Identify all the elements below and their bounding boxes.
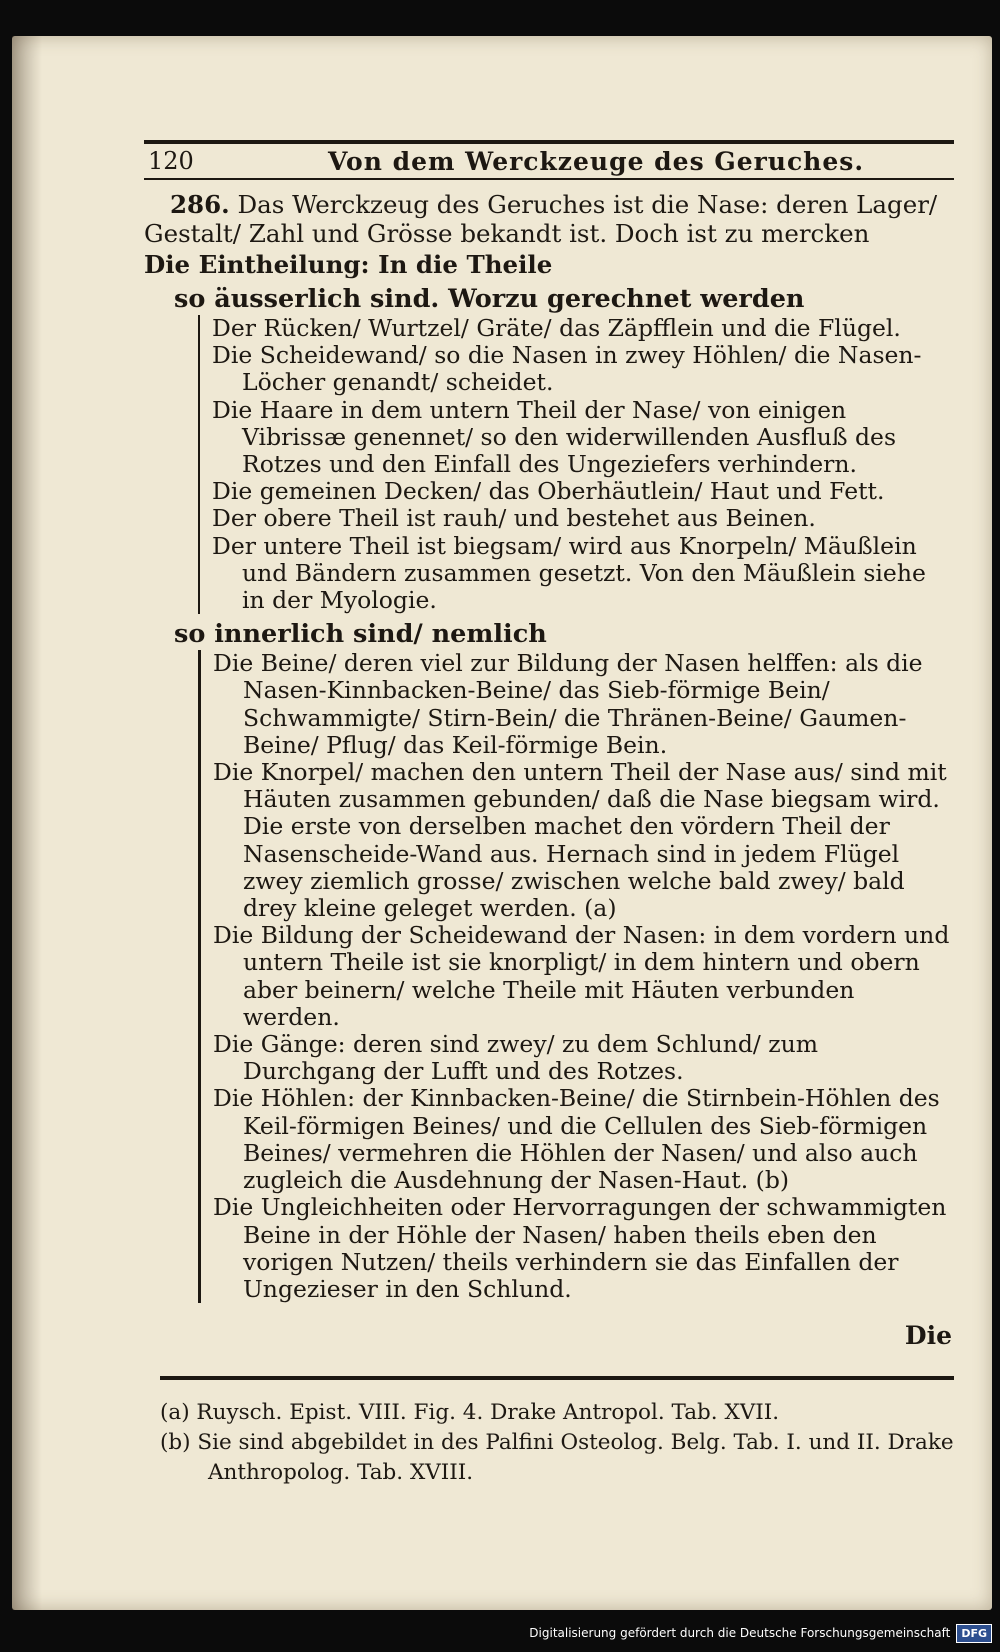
inner-parts-group	[144, 618, 954, 1303]
footnote-b: (b) Sie sind abgebildet in des Palfini Osteolog. Belg. Tab. I. und II. Drake Anthropolog. Tab. XVIII.	[160, 1430, 954, 1485]
running-header	[144, 140, 954, 180]
outer-parts-group	[144, 283, 954, 614]
list-item: Die Bildung der Scheidewand der Nasen: in dem vordern und untern Theile ist sie knorpligt/ in dem hintern und obern aber beinern/ welche Theile mit Häuten verbunden werden.	[213, 921, 950, 1031]
catchword: Die	[904, 1321, 952, 1351]
list-item: Die gemeinen Decken/ das Oberhäutlein/ Haut und Fett.	[212, 477, 885, 506]
outer-parts-list	[198, 315, 954, 614]
book-page	[12, 36, 992, 1610]
division-heading: Die Eintheilung: In die Theile	[144, 250, 553, 279]
list-item: Der obere Theil ist rauh/ und bestehet aus Beinen.	[212, 504, 816, 533]
running-title: Von dem Werckzeuge des Geruches.	[327, 146, 865, 176]
digitization-credit	[529, 1620, 992, 1646]
section-lead	[144, 190, 954, 248]
list-item: Der Rücken/ Wurtzel/ Gräte/ das Zäpfflein und die Flügel.	[212, 314, 901, 342]
footnote-a: (a) Ruysch. Epist. VIII. Fig. 4. Drake Antropol. Tab. XVII.	[160, 1400, 780, 1425]
dfg-logo: DFG	[956, 1624, 992, 1643]
list-item: Die Höhlen: der Kinnbacken-Beine/ die Stirnbein-Höhlen des Keil-förmigen Beines/ und die Cellulen des Sieb-förmigen Beines/ vermehren die Höhlen der Nasen/ und also auch zugleich die Ausdehnung der Nasen-Haut. (b)	[213, 1084, 940, 1195]
list-item: Die Knorpel/ machen den untern Theil der Nase aus/ sind mit Häuten zusammen gebunden/ daß die Nase biegsam wird. Die erste von derselben machet den vördern Theil der Nasenscheide-Wand aus. Hernach sind in jedem Flügel zwey ziemlich grosse/ zwischen welche bald zwey/ bald drey kleine geleget werden. (a)	[213, 758, 947, 923]
list-item: Die Ungleichheiten oder Hervorragungen der schwammigten Beine in der Höhle der Nasen/ haben theils eben den vorigen Nutzen/ theils verhindern sie das Einfallen der Ungezieser in den Schlund.	[213, 1193, 947, 1303]
main-text	[144, 140, 954, 1350]
footnotes	[160, 1376, 954, 1488]
outer-parts-heading: so äusserlich sind. Worzu gerechnet werden	[174, 284, 805, 314]
list-item: Die Scheidewand/ so die Nasen in zwey Höhlen/ die Nasen-Löcher genandt/ scheidet.	[212, 341, 922, 397]
credit-text: Digitalisierung gefördert durch die Deutsche Forschungsgemeinschaft	[529, 1626, 951, 1640]
section-lead-text: Das Werckzeug des Geruches ist die Nase: deren Lager/ Gestalt/ Zahl und Grösse bekandt ist. Doch ist zu mercken	[144, 190, 938, 248]
inner-parts-heading: so innerlich sind/ nemlich	[174, 619, 547, 650]
list-item: Die Gänge: deren sind zwey/ zu dem Schlund/ zum Durchgang der Lufft und des Rotzes.	[213, 1030, 819, 1086]
inner-parts-list	[198, 650, 954, 1303]
list-item: Die Haare in dem untern Theil der Nase/ von einigen Vibrissæ genennet/ so den widerwillenden Ausfluß des Rotzes und den Einfall des Ungeziefers verhindern.	[212, 395, 897, 479]
page-number: 120	[148, 147, 194, 175]
section-number: 286.	[170, 190, 230, 219]
list-item: Der untere Theil ist biegsam/ wird aus Knorpeln/ Mäußlein und Bändern zusammen gesetzt. Von den Mäußlein siehe in der Myologie.	[212, 531, 926, 615]
list-item: Die Beine/ deren viel zur Bildung der Nasen helffen: als die Nasen-Kinnbacken-Beine/ das Sieb-förmige Bein/ Schwammigte/ Stirn-Bein/ die Thränen-Beine/ Gaumen-Beine/ Pflug/ das Keil-förmige Bein.	[213, 649, 923, 759]
